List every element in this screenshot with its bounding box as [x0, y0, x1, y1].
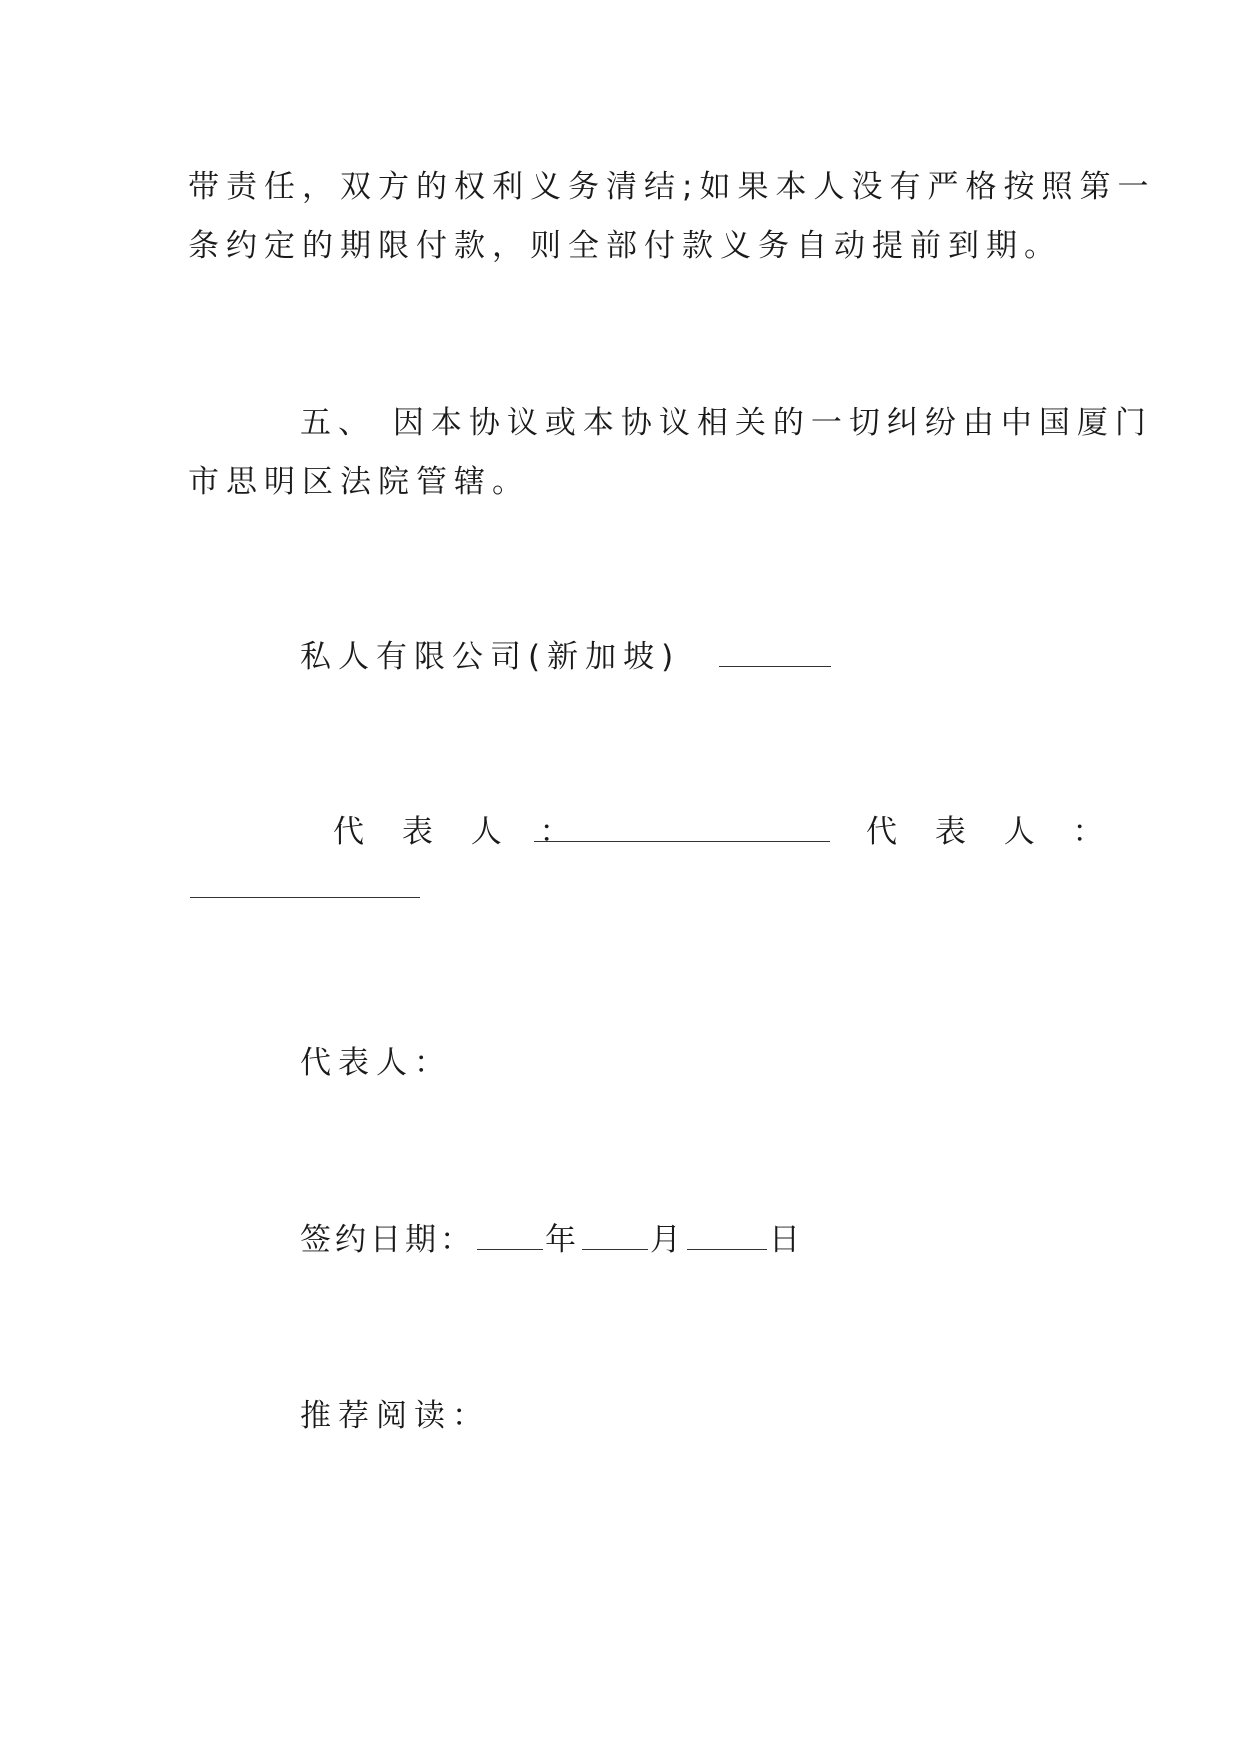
day-label: 日	[769, 1222, 804, 1258]
paragraph-1-line-1: 带责任，双方的权利义务清结;如果本人没有严格按照第一	[188, 169, 1156, 205]
representative-b-row	[188, 868, 422, 908]
representative-label-a: 代 表 人 ：	[333, 814, 585, 850]
paragraph-1-line-2: 条约定的期限付款，则全部付款义务自动提前到期。	[188, 228, 1062, 264]
signing-date-label: 签约日期：	[300, 1222, 475, 1258]
paragraph-5-line-2: 市思明区法院管辖。	[188, 464, 530, 500]
company-name: 私人有限公司(新加坡)	[300, 639, 681, 675]
company-signature-blank	[719, 638, 831, 667]
signing-date-row	[300, 1220, 804, 1260]
paragraph-5-line-1: 五、 因本协议或本协议相关的一切纠纷由中国厦门	[300, 405, 1153, 441]
day-blank	[687, 1221, 767, 1250]
representative-single: 代表人：	[300, 1045, 452, 1081]
representative-b-blank	[190, 869, 420, 898]
representative-a-blank	[534, 813, 830, 842]
month-label: 月	[650, 1222, 685, 1258]
recommended-reading: 推荐阅读：	[300, 1398, 490, 1434]
month-blank	[582, 1221, 648, 1250]
company-line	[300, 637, 833, 677]
year-label: 年	[545, 1222, 580, 1258]
year-blank	[477, 1221, 543, 1250]
representative-label-b: 代 表 人 ：	[866, 814, 1118, 850]
representative-a-row	[532, 812, 832, 852]
